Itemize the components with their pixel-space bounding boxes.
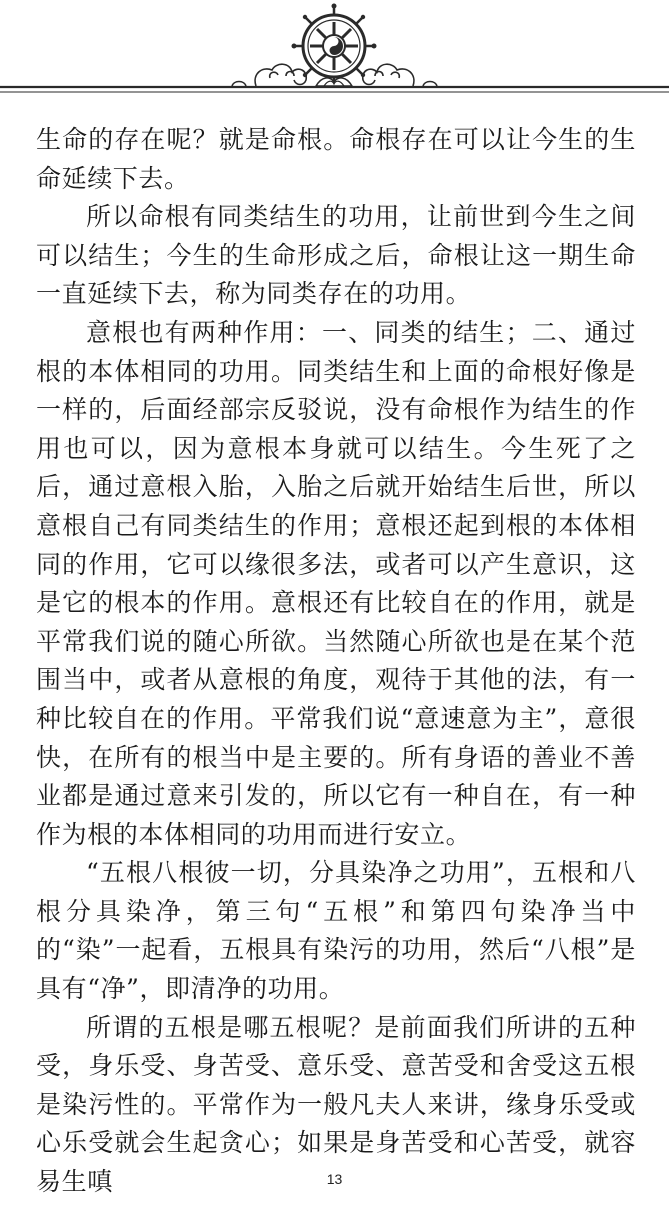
- dharma-wheel-icon: [292, 4, 377, 87]
- paragraph-1: 生命的存在呢？就是命根。命根存在可以让今生的生命延续下去。: [36, 125, 636, 193]
- page-number: 13: [326, 1171, 343, 1187]
- header-ornament: [0, 0, 669, 100]
- cloud-scroll-icon: [232, 64, 306, 86]
- body-text: [36, 121, 636, 1202]
- paragraph-5: 所谓的五根是哪五根呢？是前面我们所讲的五种受，身乐受、身苦受、意乐受、意苦受和舍受这五根是染污性的。平常作为一般凡夫人来讲，缘身乐受或心乐受就会生起贪心；如果是身苦受和心苦受，就容易生嗔: [36, 1012, 636, 1197]
- paragraph-3: 意根也有两种作用：一、同类的结生；二、通过根的本体相同的功用。同类结生和上面的命根好像是一样的，后面经部宗反驳说，没有命根作为结生的作用也可以，因为意根本身就可以结生。今生死了之后，通过意根入胎，入胎之后就开始结生后世，所以意根自己有同类结生的作用；意根还起到根的本体相同的作用，它可以缘很多法，或者可以产生意识，这是它的根本的作用。意根还有比较自在的作用，就是平常我们说的随心所欲。当然随心所欲也是在某个范围当中，或者从意根的角度，观待于其他的法，有一种比较自在的作用。平常我们说“意速意为主”，意很快，在所有的根当中是主要的。所有身语的善业不善业都是通过意来引发的，所以它有一种自在，有一种作为根的本体相同的功用而进行安立。: [36, 317, 636, 849]
- paragraph-4: “五根八根彼一切，分具染净之功用”，五根和八根分具染净，第三句“五根”和第四句染净当中的“染”一起看，五根具有染污的功用，然后“八根”是具有“净”，即清净的功用。: [36, 858, 636, 1004]
- paragraph-2: 所以命根有同类结生的功用，让前世到今生之间可以结生；今生的生命形成之后，命根让这一期生命一直延续下去，称为同类存在的功用。: [36, 202, 636, 309]
- cloud-scroll-icon: [363, 64, 437, 86]
- page-header: [0, 0, 669, 100]
